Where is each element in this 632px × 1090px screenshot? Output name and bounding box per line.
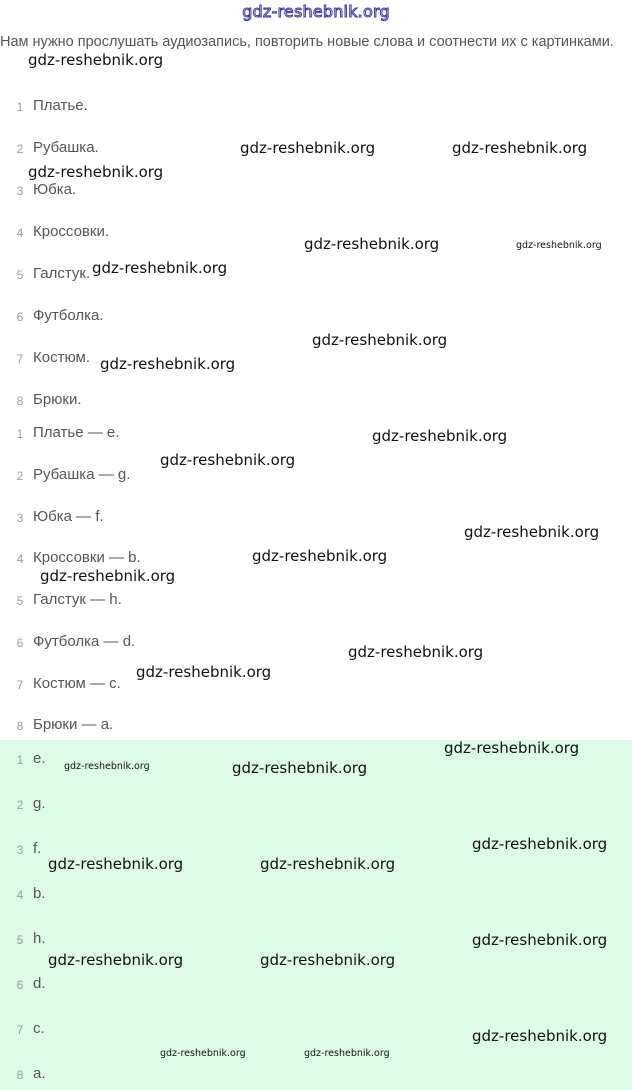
- watermark: gdz-reshebnik.org: [240, 139, 376, 157]
- watermark: gdz-reshebnik.org: [64, 761, 150, 772]
- watermark: gdz-reshebnik.org: [28, 51, 164, 69]
- item-number: 2: [16, 798, 24, 812]
- item-number: 4: [16, 552, 24, 566]
- watermark: gdz-reshebnik.org: [348, 643, 484, 661]
- watermark: gdz-reshebnik.org: [160, 451, 296, 469]
- item-text: b.: [33, 885, 46, 902]
- item-text: Брюки — a.: [33, 716, 114, 733]
- watermark: gdz-reshebnik.org: [372, 427, 508, 445]
- watermark: gdz-reshebnik.org: [312, 331, 448, 349]
- list-item: [0, 590, 632, 614]
- watermark: gdz-reshebnik.org: [260, 855, 396, 873]
- item-text: f.: [33, 840, 42, 857]
- item-number: 2: [16, 469, 24, 483]
- item-number: 5: [16, 594, 24, 608]
- watermark: gdz-reshebnik.org: [252, 547, 388, 565]
- watermark: gdz-reshebnik.org: [444, 739, 580, 757]
- item-number: 7: [16, 1023, 24, 1037]
- watermark: gdz-reshebnik.org: [304, 235, 440, 253]
- item-number: 5: [16, 933, 24, 947]
- list-item: [0, 390, 632, 414]
- watermark: gdz-reshebnik.org: [516, 240, 602, 251]
- item-text: Галстук — h.: [33, 591, 122, 608]
- item-number: 4: [16, 226, 24, 240]
- item-number: 2: [16, 142, 24, 156]
- watermark: gdz-reshebnik.org: [472, 835, 608, 853]
- item-number: 1: [16, 753, 24, 767]
- list-item: [0, 1064, 632, 1088]
- site-logo[interactable]: gdz-reshebnik.org: [242, 2, 390, 21]
- watermark: gdz-reshebnik.org: [452, 139, 588, 157]
- item-number: 1: [16, 427, 24, 441]
- item-number: 8: [16, 1068, 24, 1082]
- item-text: Юбка.: [33, 181, 77, 198]
- item-number: 7: [16, 352, 24, 366]
- item-text: h.: [33, 930, 46, 947]
- watermark: gdz-reshebnik.org: [472, 931, 608, 949]
- item-text: Брюки.: [33, 391, 82, 408]
- item-number: 3: [16, 511, 24, 525]
- watermark: gdz-reshebnik.org: [28, 163, 164, 181]
- watermark: gdz-reshebnik.org: [40, 567, 176, 585]
- list-item: [0, 423, 632, 447]
- item-number: 6: [16, 636, 24, 650]
- item-text: Костюм.: [33, 349, 91, 366]
- item-text: d.: [33, 975, 46, 992]
- list-item: [0, 348, 632, 372]
- item-number: 4: [16, 888, 24, 902]
- item-number: 7: [16, 678, 24, 692]
- item-text: Кроссовки — b.: [33, 549, 141, 566]
- watermark: gdz-reshebnik.org: [100, 355, 236, 373]
- list-item: [0, 306, 632, 330]
- watermark: gdz-reshebnik.org: [464, 523, 600, 541]
- item-text: g.: [33, 795, 46, 812]
- item-number: 8: [16, 394, 24, 408]
- list-item: [0, 715, 632, 739]
- item-number: 6: [16, 310, 24, 324]
- list-item: [0, 632, 632, 656]
- item-text: Платье.: [33, 97, 88, 114]
- watermark: gdz-reshebnik.org: [48, 951, 184, 969]
- watermark: gdz-reshebnik.org: [232, 759, 368, 777]
- watermark: gdz-reshebnik.org: [136, 663, 272, 681]
- list-item: [0, 465, 632, 489]
- item-text: a.: [33, 1065, 46, 1082]
- item-text: Платье — e.: [33, 424, 120, 441]
- item-text: Футболка — d.: [33, 633, 136, 650]
- list-item: [0, 674, 632, 698]
- item-number: 3: [16, 184, 24, 198]
- task-intro: Нам нужно прослушать аудиозапись, повторить новые слова и соотнести их с картинками.: [0, 34, 614, 50]
- item-text: Костюм — c.: [33, 675, 121, 692]
- item-number: 8: [16, 719, 24, 733]
- item-text: Кроссовки.: [33, 223, 110, 240]
- item-number: 6: [16, 978, 24, 992]
- watermark: gdz-reshebnik.org: [304, 1048, 390, 1059]
- item-text: Футболка.: [33, 307, 104, 324]
- item-text: Галстук.: [33, 265, 91, 282]
- watermark: gdz-reshebnik.org: [48, 855, 184, 873]
- item-number: 1: [16, 100, 24, 114]
- list-item: [0, 794, 632, 818]
- list-item: [0, 180, 632, 204]
- item-text: e.: [33, 750, 46, 767]
- item-number: 5: [16, 268, 24, 282]
- watermark: gdz-reshebnik.org: [92, 259, 228, 277]
- list-item: [0, 884, 632, 908]
- watermark: gdz-reshebnik.org: [260, 951, 396, 969]
- watermark: gdz-reshebnik.org: [160, 1048, 246, 1059]
- item-text: Юбка — f.: [33, 508, 104, 525]
- list-item: [0, 974, 632, 998]
- list-item: [0, 96, 632, 120]
- item-text: c.: [33, 1020, 45, 1037]
- item-text: Рубашка.: [33, 139, 99, 156]
- item-number: 3: [16, 843, 24, 857]
- watermark: gdz-reshebnik.org: [472, 1027, 608, 1045]
- item-text: Рубашка — g.: [33, 466, 131, 483]
